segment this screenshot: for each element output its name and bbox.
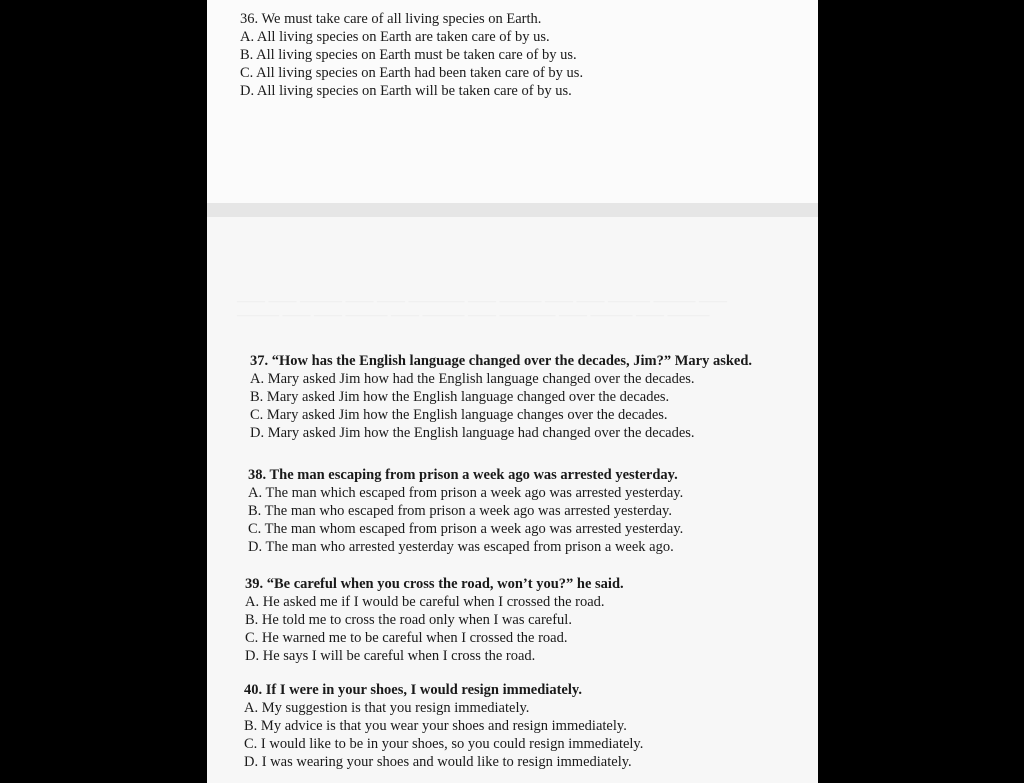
question-stem: 37. “How has the English language changed over the decades, Jim?” Mary asked.	[250, 353, 753, 369]
option-a: A. He asked me if I would be careful when I crossed the road.	[245, 594, 605, 610]
option-b: B. My advice is that you wear your shoes and resign immediately.	[244, 718, 627, 734]
question-40	[244, 681, 643, 771]
option-b: B. He told me to cross the road only when I was careful.	[245, 612, 572, 628]
option-a: A. Mary asked Jim how had the English language changed over the decades.	[250, 371, 695, 387]
option-c: C. All living species on Earth had been taken care of by us.	[240, 65, 584, 81]
page-fragment-bottom	[207, 217, 818, 783]
question-stem: 40. If I were in your shoes, I would resign immediately.	[244, 682, 582, 698]
page-separator	[207, 203, 818, 217]
option-d: D. Mary asked Jim how the English language had changed over the decades.	[250, 425, 695, 441]
option-d: D. The man who arrested yesterday was escaped from prison a week ago.	[248, 539, 674, 555]
option-a: A. The man which escaped from prison a week ago was arrested yesterday.	[248, 485, 684, 501]
option-d: D. I was wearing your shoes and would like to resign immediately.	[244, 754, 632, 770]
option-b: B. The man who escaped from prison a week ago was arrested yesterday.	[248, 503, 672, 519]
question-stem: 39. “Be careful when you cross the road, won’t you?” he said.	[245, 576, 624, 592]
question-stem: 36. We must take care of all living species on Earth.	[240, 11, 542, 27]
question-36	[240, 10, 583, 100]
option-b: B. All living species on Earth must be taken care of by us.	[240, 47, 577, 63]
option-c: C. I would like to be in your shoes, so you could resign immediately.	[244, 736, 644, 752]
option-a: A. All living species on Earth are taken care of by us.	[240, 29, 550, 45]
option-d: D. All living species on Earth will be taken care of by us.	[240, 83, 572, 99]
question-38	[248, 466, 683, 556]
option-c: C. The man whom escaped from prison a week ago was arrested yesterday.	[248, 521, 684, 537]
option-d: D. He says I will be careful when I cross the road.	[245, 648, 536, 664]
option-c: C. He warned me to be careful when I crossed the road.	[245, 630, 568, 646]
question-39	[245, 575, 624, 665]
option-c: C. Mary asked Jim how the English language changes over the decades.	[250, 407, 668, 423]
bleed-through-text: —— —— ——— —— —— ———— —— ——— —— —— ——— ——— —— ——— —— —— ——— —— ——— —— ———— —— ——— —— ———	[237, 294, 727, 323]
question-37	[250, 352, 752, 442]
question-stem: 38. The man escaping from prison a week ago was arrested yesterday.	[248, 467, 678, 483]
option-b: B. Mary asked Jim how the English language changed over the decades.	[250, 389, 670, 405]
page-fragment-top	[207, 0, 818, 203]
option-a: A. My suggestion is that you resign immediately.	[244, 700, 530, 716]
